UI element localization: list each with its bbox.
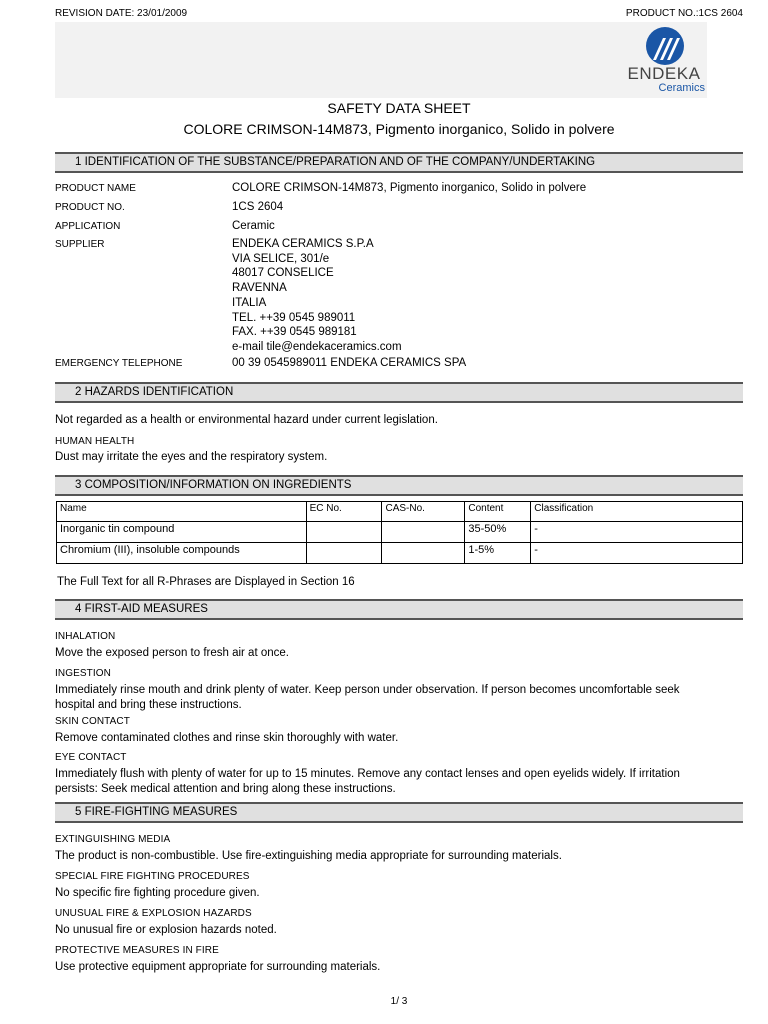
- revision-date: REVISION DATE: 23/01/2009: [55, 8, 188, 19]
- supplier-label: SUPPLIER: [55, 239, 105, 250]
- eye-contact-text-2: persists: Seek medical attention and bring along these instructions.: [55, 783, 396, 795]
- inhalation-label: INHALATION: [55, 631, 116, 642]
- ingredient-classification: -: [531, 522, 743, 543]
- table-header-row: [57, 502, 743, 522]
- ingredient-ec: [306, 543, 382, 564]
- section-4-heading: 4 FIRST-AID MEASURES: [55, 599, 743, 620]
- ingredient-name: Inorganic tin compound: [57, 522, 307, 543]
- col-cas-header: CAS-No.: [382, 502, 465, 522]
- section-3-heading: 3 COMPOSITION/INFORMATION ON INGREDIENTS: [55, 475, 743, 496]
- emergency-telephone-value: 00 39 0545989011 ENDEKA CERAMICS SPA: [232, 357, 467, 369]
- section-5-heading: 5 FIRE-FIGHTING MEASURES: [55, 802, 743, 823]
- skin-contact-text: Remove contaminated clothes and rinse skin thoroughly with water.: [55, 732, 399, 744]
- product-no-label: PRODUCT NO.: [55, 202, 125, 213]
- col-content-header: Content: [465, 502, 531, 522]
- extinguishing-media-label: EXTINGUISHING MEDIA: [55, 834, 171, 845]
- product-no-value: 1CS 2604: [232, 201, 284, 213]
- supplier-line: VIA SELICE, 301/e: [232, 252, 330, 265]
- supplier-line: 48017 CONSELICE: [232, 267, 334, 280]
- skin-contact-label: SKIN CONTACT: [55, 716, 130, 727]
- special-procedures-text: No specific fire fighting procedure given.: [55, 887, 260, 899]
- page-number: 1/ 3: [390, 996, 408, 1007]
- emergency-telephone-label: EMERGENCY TELEPHONE: [55, 358, 183, 369]
- extinguishing-media-text: The product is non-combustible. Use fire-extinguishing media appropriate for surrounding materials.: [55, 850, 562, 862]
- protective-measures-text: Use protective equipment appropriate for surrounding materials.: [55, 961, 381, 973]
- supplier-line: ENDEKA CERAMICS S.P.A: [232, 238, 374, 250]
- logo-subtitle: Ceramics: [658, 82, 705, 94]
- ingredient-content: 1-5%: [465, 543, 531, 564]
- section-2-heading: 2 HAZARDS IDENTIFICATION: [55, 382, 743, 403]
- section-1-heading: 1 IDENTIFICATION OF THE SUBSTANCE/PREPARATION AND OF THE COMPANY/UNDERTAKING: [55, 152, 743, 173]
- logo-wordmark: ENDEKA: [627, 64, 701, 83]
- col-name-header: Name: [57, 502, 307, 522]
- col-classification-header: Classification: [531, 502, 743, 522]
- eye-contact-label: EYE CONTACT: [55, 752, 127, 763]
- application-value: Ceramic: [232, 220, 275, 232]
- supplier-line: ITALIA: [232, 296, 267, 309]
- ingredients-table: [56, 501, 743, 564]
- ingredient-cas: [382, 543, 465, 564]
- inhalation-text: Move the exposed person to fresh air at once.: [55, 647, 289, 659]
- table-row: [57, 543, 743, 564]
- human-health-text: Dust may irritate the eyes and the respiratory system.: [55, 451, 328, 463]
- col-ec-header: EC No.: [306, 502, 382, 522]
- product-name-value: COLORE CRIMSON-14M873, Pigmento inorganico, Solido in polvere: [232, 182, 587, 194]
- protective-measures-label: PROTECTIVE MEASURES IN FIRE: [55, 945, 219, 956]
- company-logo: [623, 26, 705, 96]
- supplier-fax: FAX. ++39 0545 989181: [232, 326, 357, 339]
- document-title: SAFETY DATA SHEET: [327, 100, 471, 116]
- ingredient-name: Chromium (III), insoluble compounds: [57, 543, 307, 564]
- ingredient-classification: -: [531, 543, 743, 564]
- ingestion-text-1: Immediately rinse mouth and drink plenty of water. Keep person under observation. If person becomes uncomfortable seek: [55, 684, 680, 696]
- product-name-label: PRODUCT NAME: [55, 183, 136, 194]
- human-health-label: HUMAN HEALTH: [55, 436, 135, 447]
- supplier-email: e-mail tile@endekaceramics.com: [232, 340, 402, 353]
- header-product-no: PRODUCT NO.:1CS 2604: [625, 8, 743, 19]
- supplier-address: [232, 237, 402, 355]
- ingredient-cas: [382, 522, 465, 543]
- unusual-hazards-label: UNUSUAL FIRE & EXPLOSION HAZARDS: [55, 908, 252, 919]
- ingredient-ec: [306, 522, 382, 543]
- supplier-line: RAVENNA: [232, 282, 287, 295]
- r-phrases-note: The Full Text for all R-Phrases are Displayed in Section 16: [57, 576, 355, 588]
- unusual-hazards-text: No unusual fire or explosion hazards noted.: [55, 924, 277, 936]
- ingestion-label: INGESTION: [55, 668, 111, 679]
- table-row: [57, 522, 743, 543]
- supplier-phone: TEL. ++39 0545 989011: [232, 311, 356, 324]
- application-label: APPLICATION: [55, 221, 121, 232]
- hazards-statement: Not regarded as a health or environmental hazard under current legislation.: [55, 414, 438, 426]
- ingestion-text-2: hospital and bring these instructions.: [55, 699, 242, 711]
- special-procedures-label: SPECIAL FIRE FIGHTING PROCEDURES: [55, 871, 250, 882]
- document-subtitle: COLORE CRIMSON-14M873, Pigmento inorganico, Solido in polvere: [183, 121, 615, 137]
- eye-contact-text-1: Immediately flush with plenty of water for up to 15 minutes. Remove any contact lenses and open eyelids widely. If irritation: [55, 768, 680, 780]
- header-band: [55, 22, 707, 98]
- ingredient-content: 35-50%: [465, 522, 531, 543]
